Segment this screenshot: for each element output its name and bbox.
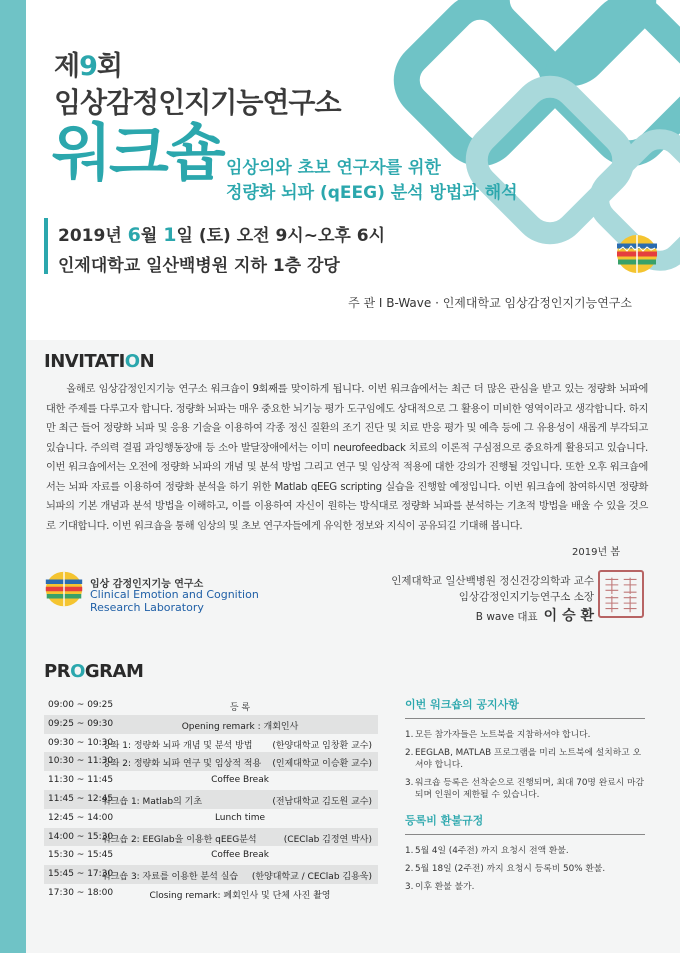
schedule-row bbox=[44, 715, 378, 734]
date-accent-bar bbox=[44, 218, 48, 274]
schedule-speaker: (한양대학교 임창환 교수) bbox=[272, 740, 372, 751]
item-number: 1. bbox=[405, 730, 414, 740]
schedule-time: 09:25 ~ 09:30 bbox=[48, 718, 114, 729]
schedule-time: 10:30 ~ 11:30 bbox=[48, 756, 114, 767]
brain-logo-icon bbox=[615, 232, 659, 276]
schedule-time: 11:30 ~ 11:45 bbox=[48, 775, 114, 786]
notices-heading: 이번 워크숍의 공지사항 bbox=[405, 698, 519, 711]
item-text: 이후 환불 불가. bbox=[415, 882, 475, 892]
schedule-title: 등 록 bbox=[229, 703, 251, 713]
institute-name: 임상감정인지기능연구소 bbox=[54, 86, 341, 119]
schedule-row bbox=[44, 884, 378, 903]
event-venue: 인제대학교 일산백병원 지하 1층 강당 bbox=[58, 256, 340, 276]
schedule-row bbox=[44, 846, 378, 865]
schedule-time: 09:30 ~ 10:30 bbox=[48, 737, 114, 748]
notices-divider bbox=[405, 718, 645, 719]
refund-heading: 등록비 환불규정 bbox=[405, 814, 484, 827]
lab-name-ko: 임상 감정인지기능 연구소 bbox=[90, 579, 204, 590]
item-text: 5월 4일 (4주전) 까지 요청시 전액 환불. bbox=[415, 846, 569, 856]
schedule-row bbox=[44, 734, 378, 753]
subtitle-line1: 임상의와 초보 연구자를 위한 bbox=[226, 158, 441, 178]
schedule-title: Coffee Break bbox=[211, 775, 269, 786]
subtitle-line2: 정량화 뇌파 (qEEG) 분석 방법과 해석 bbox=[226, 183, 518, 203]
refund-item bbox=[405, 845, 645, 857]
refund-item bbox=[405, 863, 645, 875]
schedule-time: 11:45 ~ 12:45 bbox=[48, 793, 114, 804]
notices-list bbox=[405, 729, 645, 801]
notices-item bbox=[405, 777, 645, 801]
program-heading: PROGRAM bbox=[44, 661, 144, 682]
refund-divider bbox=[405, 834, 645, 835]
item-text: EEGLAB, MATLAB 프로그램을 미리 노트북에 설치하고 오셔야 합니다. bbox=[415, 748, 642, 770]
item-text: 모든 참가자들은 노트북을 지참하셔야 합니다. bbox=[415, 730, 591, 740]
schedule-row bbox=[44, 696, 378, 715]
item-number: 3. bbox=[405, 778, 414, 788]
schedule-title: 워크숍 1: Matlab의 기초 bbox=[102, 796, 203, 807]
schedule-time: 15:30 ~ 15:45 bbox=[48, 850, 114, 861]
schedule-title: 강좌 2: 정량화 뇌파 연구 및 임상적 적용 bbox=[102, 759, 262, 770]
schedule-title: Lunch time bbox=[214, 812, 266, 823]
item-number: 1. bbox=[405, 846, 414, 856]
item-number: 2. bbox=[405, 864, 414, 874]
schedule-title: Closing remark: 폐회인사 및 단체 사진 촬영 bbox=[149, 890, 331, 901]
schedule-time: 17:30 ~ 18:00 bbox=[48, 887, 114, 898]
schedule-title: Coffee Break bbox=[211, 850, 269, 861]
schedule-row bbox=[44, 809, 378, 828]
notices-item bbox=[405, 729, 645, 741]
workshop-title: 워크숍 bbox=[52, 116, 223, 189]
schedule-row bbox=[44, 865, 378, 884]
schedule-title: 워크숍 2: EEGlab을 이용한 qEEG분석 bbox=[102, 834, 257, 845]
lab-logo-icon bbox=[44, 568, 84, 610]
invitation-body: 올해로 임상감정인지기능 연구소 워크숍이 9회째를 맞이하게 됩니다. 이번 워크숍에서는 최근 더 많은 관심을 받고 있는 정량화 뇌파에 대한 주제를 다루고자 합니다. 정량화 뇌파는 매우 중요한 뇌기능 평가 도구임에도 상대적으로 그 활용이 미비한 영역이라고 생각합니다. 하지만 최근 들어 정량화 뇌파 및 응용 기술을 이용하여 각종 정신 질환의 조기 진단 및 치료 반응 평가 및 예측 등에 그 유용성이 새롭게 부각되고 있습니다. 주의력 결핍 과잉행동장애 등 소아 발달장애에서는 이미 neurofeedback 치료의 이론적 구심점으로 중요하게 활용되고 있습니다. 이번 워크숍에서는 오전에 정량화 뇌파의 개념 및 분석 방법 그리고 연구 및 임상적 적용에 대한 강의가 진행될 것입니다. 또한 오후 워크숍에서는 뇌파 자료를 이용하여 정량화 분석을 하기 위한 Matlab qEEG scripting 실습을 진행할 예정입니다. 이번 워크숍에 참여하시면 정량화 뇌파의 기본 개념과 분석 방법을 이해하고, 이를 이용하여 자신이 원하는 방식대로 정량화 뇌파를 분석하는 기초적 방법을 배울 수 있을 것으로 기대합니다. 이번 워크숍을 통해 임상의 및 초보 연구자들에게 유익한 정보와 지식이 공유되길 기대해 봅니다. bbox=[46, 384, 648, 532]
schedule-time: 09:00 ~ 09:25 bbox=[48, 700, 114, 710]
notices-section bbox=[405, 696, 645, 807]
item-text: 워크숍 등록은 선착순으로 진행되며, 최대 70명 완료시 마감되며 인원이 제한될 수 있습니다. bbox=[415, 778, 645, 800]
edition-label: 제9회 bbox=[54, 51, 122, 82]
seal-stamp-icon bbox=[598, 570, 644, 618]
schedule-speaker: (CEClab 김정연 박사) bbox=[283, 834, 372, 845]
schedule-title: Opening remark : 개회인사 bbox=[181, 721, 299, 732]
invitation-heading: INVITATION bbox=[44, 351, 155, 372]
edition-number: 9 bbox=[79, 51, 97, 82]
signature-line3: B wave 대표 이 승 환 bbox=[475, 608, 594, 624]
schedule-time: 14:00 ~ 15:30 bbox=[48, 831, 114, 842]
schedule-title: 강좌 1: 정량화 뇌파 개념 및 분석 방법 bbox=[102, 740, 253, 751]
schedule-time: 12:45 ~ 14:00 bbox=[48, 812, 114, 823]
sign-date: 2019년 봄 bbox=[572, 547, 620, 558]
signature-line2: 임상감정인지기능연구소 소장 bbox=[458, 591, 594, 603]
schedule-speaker: (인제대학교 이승환 교수) bbox=[272, 759, 372, 770]
schedule-speaker: (전남대학교 김도원 교수) bbox=[272, 796, 372, 807]
refund-section bbox=[405, 812, 645, 899]
schedule-row bbox=[44, 752, 378, 771]
signer-name: 이 승 환 bbox=[543, 608, 594, 624]
refund-list bbox=[405, 845, 645, 893]
schedule-time: 15:45 ~ 17:30 bbox=[48, 869, 114, 880]
notices-item bbox=[405, 747, 645, 771]
host-line: 주 관 I B-Wave · 인제대학교 임상감정인지기능연구소 bbox=[348, 296, 632, 310]
schedule-title: 워크숍 3: 자료를 이용한 분석 실습 bbox=[102, 872, 239, 883]
schedule-row bbox=[44, 828, 378, 847]
lab-name-en: Clinical Emotion and Cognition Research Laboratory bbox=[90, 588, 259, 614]
refund-item bbox=[405, 881, 645, 893]
item-text: 5월 18일 (2주전) 까지 요청시 등록비 50% 환불. bbox=[415, 864, 606, 874]
event-date: 2019년 6월 1일 (토) 오전 9시~오후 6시 bbox=[58, 224, 385, 246]
item-number: 3. bbox=[405, 882, 414, 892]
schedule-row bbox=[44, 790, 378, 809]
schedule-speaker: (한양대학교 / CEClab 김용욱) bbox=[251, 872, 372, 883]
schedule-row bbox=[44, 771, 378, 790]
signature-line1: 인제대학교 일산백병원 정신건강의학과 교수 bbox=[391, 575, 594, 587]
program-schedule bbox=[44, 696, 378, 903]
left-accent-bar bbox=[0, 0, 26, 953]
item-number: 2. bbox=[405, 748, 414, 758]
